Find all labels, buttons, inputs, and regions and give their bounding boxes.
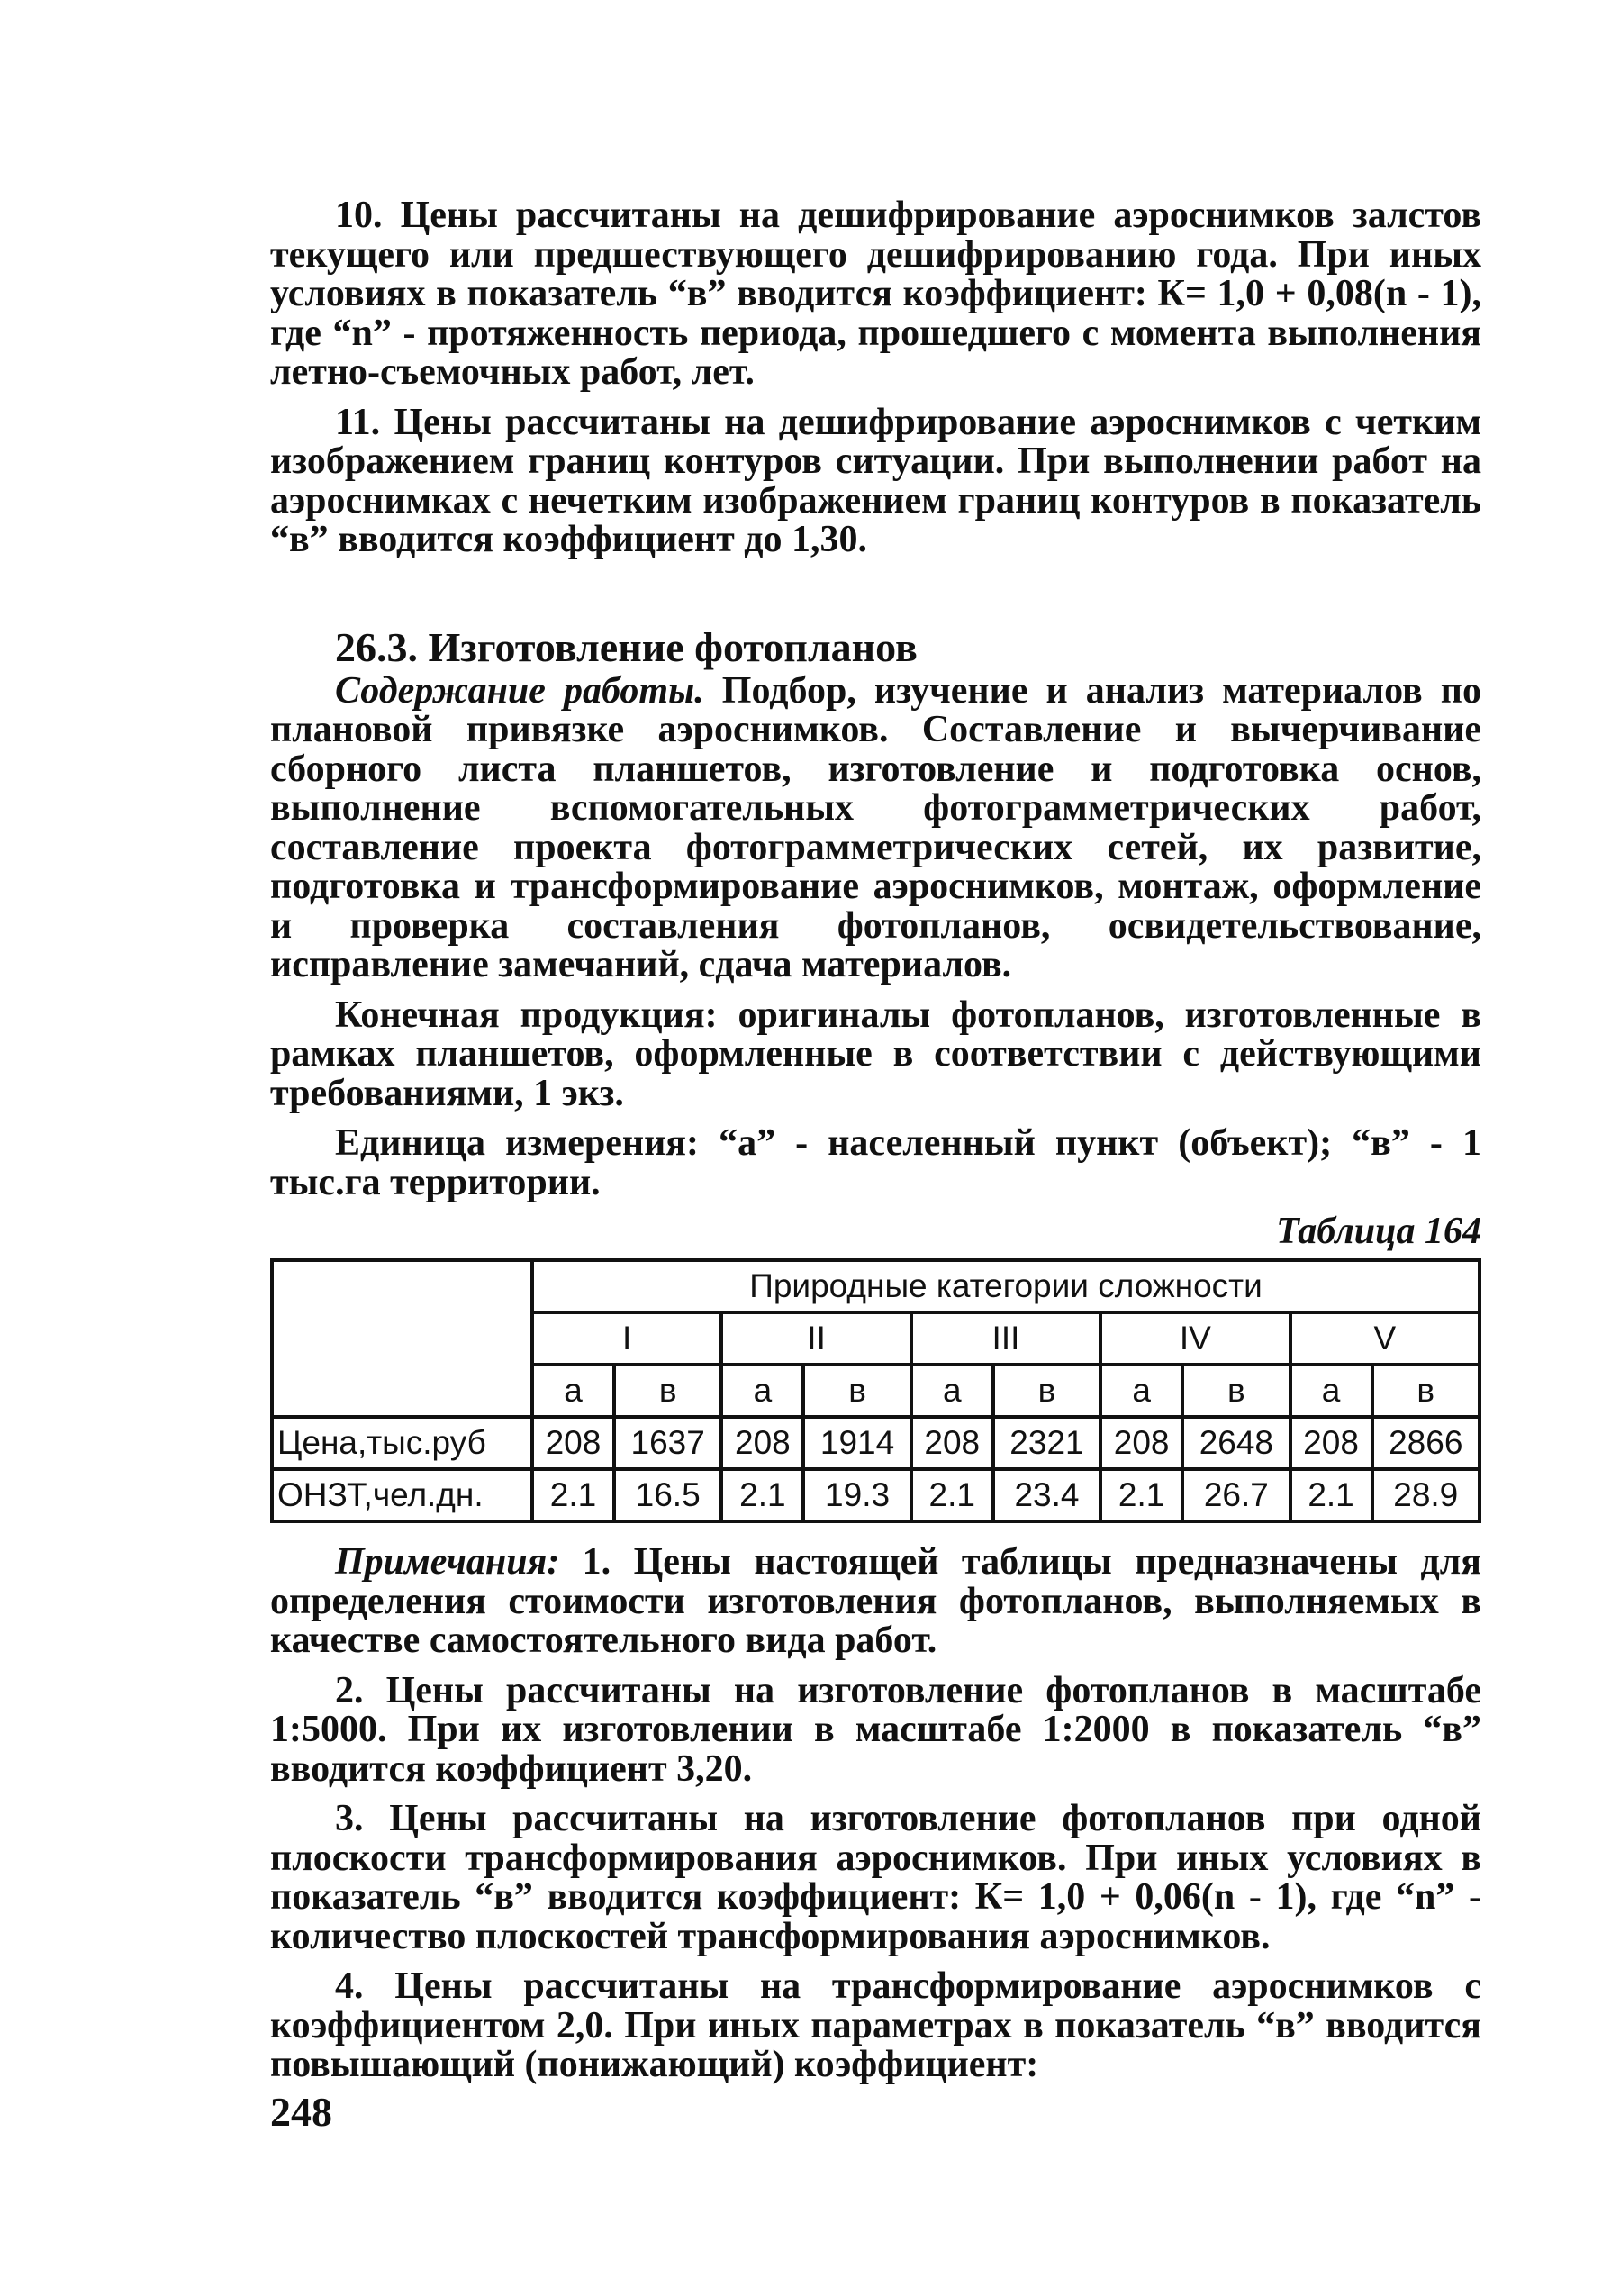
unit-paragraph: Единица измерения: “а” - населенный пункт (объект); “в” - 1 тыс.га территории. xyxy=(270,1122,1481,1203)
subcol-header: в xyxy=(993,1365,1100,1417)
subcol-header: а xyxy=(721,1365,803,1417)
table-cell: 23.4 xyxy=(993,1469,1100,1521)
table-row xyxy=(272,1469,1480,1521)
table-cell: 28.9 xyxy=(1372,1469,1480,1521)
row-label: ОНЗТ,чел.дн. xyxy=(272,1469,532,1521)
table-cell: 26.7 xyxy=(1182,1469,1290,1521)
subcol-header: а xyxy=(1290,1365,1372,1417)
category-header: II xyxy=(721,1312,910,1365)
subcol-header: а xyxy=(1100,1365,1182,1417)
table-cell: 208 xyxy=(1100,1417,1182,1469)
notes xyxy=(270,1543,1481,2085)
page-number: 248 xyxy=(270,2089,332,2135)
subcol-header: в xyxy=(803,1365,910,1417)
table-cell: 16.5 xyxy=(614,1469,721,1521)
table-group-header: Природные категории сложности xyxy=(532,1260,1480,1312)
paragraph-11: 11. Цены рассчитаны на дешифрирование аэроснимков с четким изображением границ контуров ситуации. При выполнении работ на аэроснимках с нечетким изображением границ контуров в показатель “в” вводится коэффициент до 1,30. xyxy=(270,401,1481,560)
note-2: 2. Цены рассчитаны на изготовление фотопланов в масштабе 1:5000. При их изготовлении в масштабе 1:2000 в показатель “в” вводится коэффициент 3,20. xyxy=(270,1669,1481,1790)
table-cell: 2.1 xyxy=(1290,1469,1372,1521)
table-cell: 208 xyxy=(721,1417,803,1469)
table-cell: 208 xyxy=(911,1417,993,1469)
table-cell: 1637 xyxy=(614,1417,721,1469)
note-4: 4. Цены рассчитаны на трансформирование аэроснимков с коэффициентом 2,0. При иных параметрах в показатель “в” вводится повышающий (понижающий) коэффициент: xyxy=(270,1965,1481,2085)
table-cell: 1914 xyxy=(803,1417,910,1469)
note-1-text: 1. Цены настоящей таблицы предназначены для определения стоимости изготовления фотопланов, выполняемых в качестве самостоятельного вида работ. xyxy=(270,1541,1481,1661)
subcol-header: а xyxy=(911,1365,993,1417)
section-heading: 26.3. Изготовление фотопланов xyxy=(335,623,918,670)
table-cell: 208 xyxy=(1290,1417,1372,1469)
table-corner-cell xyxy=(272,1260,532,1417)
row-label: Цена,тыс.руб xyxy=(272,1417,532,1469)
table-caption: Таблица 164 xyxy=(1276,1211,1481,1252)
category-header: III xyxy=(911,1312,1100,1365)
subcol-header: в xyxy=(1372,1365,1480,1417)
paragraph-10: 10. Цены рассчитаны на дешифрирование аэроснимков залстов текущего или предшествующего дешифрированию года. При иных условиях в показатель “в” вводится коэффициент: К= 1,0 + 0,08(n - 1), где “n” - протяженность периода, прошедшего с момента выполнения летно-съемочных работ, лет. xyxy=(270,195,1481,393)
table-cell: 2.1 xyxy=(532,1469,614,1521)
table-cell: 2866 xyxy=(1372,1417,1480,1469)
subcol-header: а xyxy=(532,1365,614,1417)
work-content-paragraph xyxy=(270,669,1481,985)
table-cell: 2.1 xyxy=(1100,1469,1182,1521)
category-header: I xyxy=(532,1312,721,1365)
table-cell: 2648 xyxy=(1182,1417,1290,1469)
work-content-label: Содержание работы. xyxy=(335,669,704,712)
price-table xyxy=(270,1258,1481,1523)
work-content-text: Подбор, изучение и анализ материалов по плановой привязке аэроснимков. Составление и вычерчивание сборного листа планшетов, изготовление и подготовка основ, выполнение вспомогательных фотограмметрических работ, составление проекта фотограмметрических сетей, их развитие, подготовка и трансформирование аэроснимков, монтаж, оформление и проверка составления фотопланов, освидетельствование, исправление замечаний, сдача материалов. xyxy=(270,669,1481,985)
note-1 xyxy=(270,1543,1481,1661)
subcol-header: в xyxy=(614,1365,721,1417)
subcol-header: в xyxy=(1182,1365,1290,1417)
final-product-paragraph: Конечная продукция: оригиналы фотопланов, изготовленные в рамках планшетов, оформленные в соответствии с действующими требованиями, 1 экз. xyxy=(270,994,1481,1114)
note-3: 3. Цены рассчитаны на изготовление фотопланов при одной плоскости трансформирования аэроснимков. При иных условиях в показатель “в” вводится коэффициент: К= 1,0 + 0,06(n - 1), где “n” - количество плоскостей трансформирования аэроснимков. xyxy=(270,1798,1481,1957)
table-cell: 208 xyxy=(532,1417,614,1469)
document-page xyxy=(270,196,1481,2085)
table-cell: 2321 xyxy=(993,1417,1100,1469)
category-header: V xyxy=(1290,1312,1480,1365)
table-cell: 2.1 xyxy=(721,1469,803,1521)
category-header: IV xyxy=(1100,1312,1290,1365)
notes-label: Примечания: xyxy=(335,1541,560,1583)
table-row xyxy=(272,1417,1480,1469)
table-cell: 19.3 xyxy=(803,1469,910,1521)
table-header-row-1 xyxy=(272,1260,1480,1312)
table-cell: 2.1 xyxy=(911,1469,993,1521)
